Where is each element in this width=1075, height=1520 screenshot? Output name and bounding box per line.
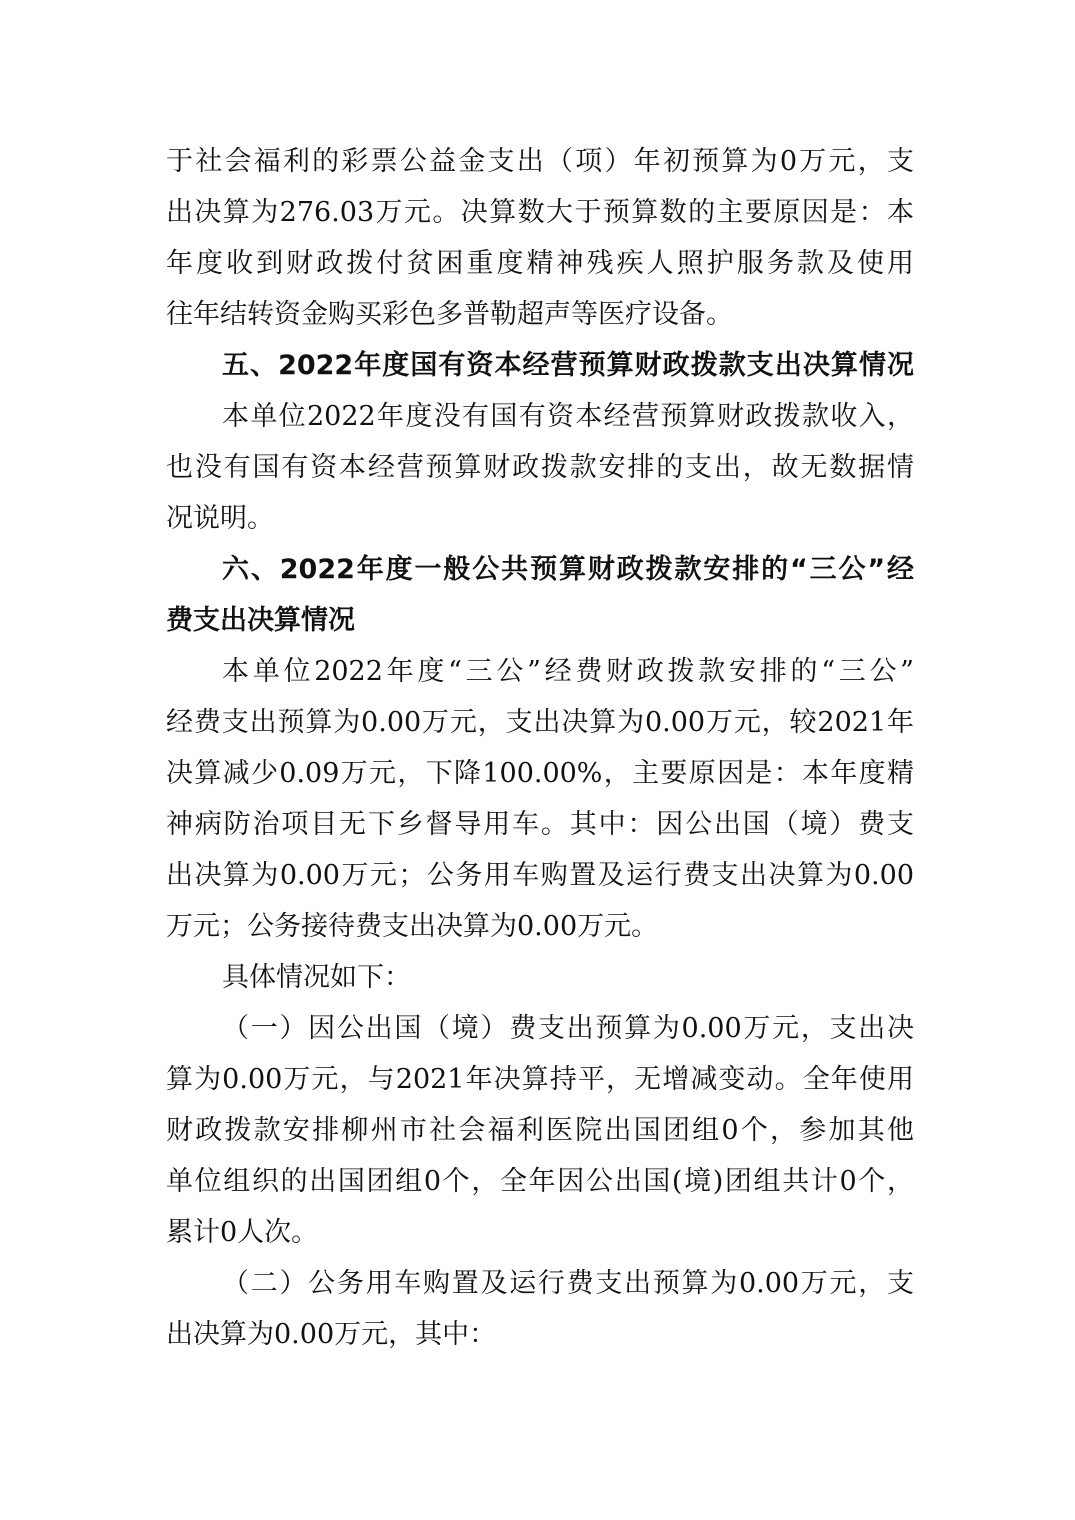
paragraph-line: 本单位2022年度“三公”经费财政拨款安排的“三公” [222,656,914,687]
paragraph-line: 出决算为276.03万元。决算数大于预算数的主要原因是：本 [166,197,914,228]
section-heading-5: 五、2022年度国有资本经营预算财政拨款支出决算情况 [222,350,914,381]
paragraph-line: 本单位2022年度没有国有资本经营预算财政拨款收入， [222,401,914,432]
paragraph-line: 累计0人次。 [166,1217,319,1248]
paragraph-line: 也没有国有资本经营预算财政拨款安排的支出，故无数据情 [166,452,914,483]
paragraph-line: 决算减少0.09万元，下降100.00%，主要原因是：本年度精 [166,758,914,789]
paragraph-line: 往年结转资金购买彩色多普勒超声等医疗设备。 [166,299,733,330]
paragraph-line: 具体情况如下： [222,962,411,993]
paragraph-line: 出决算为0.00万元，其中： [166,1319,497,1350]
paragraph-line: 万元；公务接待费支出决算为0.00万元。 [166,911,659,942]
paragraph-line: 况说明。 [166,503,274,534]
paragraph-line: 神病防治项目无下乡督导用车。其中：因公出国（境）费支 [166,809,914,840]
paragraph-line: 算为0.00万元，与2021年决算持平，无增减变动。全年使用 [166,1064,914,1095]
subsection-2-line: （二）公务用车购置及运行费支出预算为0.00万元，支 [222,1268,914,1299]
section-heading-6: 六、2022年度一般公共预算财政拨款安排的“三公”经 [222,554,914,585]
paragraph-line: 出决算为0.00万元；公务用车购置及运行费支出决算为0.00 [166,860,914,891]
paragraph-line: 于社会福利的彩票公益金支出（项）年初预算为0万元，支 [166,146,914,177]
paragraph-line: 财政拨款安排柳州市社会福利医院出国团组0个，参加其他 [166,1115,914,1146]
section-heading-6-continued: 费支出决算情况 [166,605,355,636]
paragraph-line: 单位组织的出国团组0个，全年因公出国(境)团组共计0个， [166,1166,914,1197]
subsection-1-line: （一）因公出国（境）费支出预算为0.00万元，支出决 [222,1013,914,1044]
paragraph-line: 年度收到财政拨付贫困重度精神残疾人照护服务款及使用 [166,248,914,279]
paragraph-line: 经费支出预算为0.00万元，支出决算为0.00万元，较2021年 [166,707,914,738]
